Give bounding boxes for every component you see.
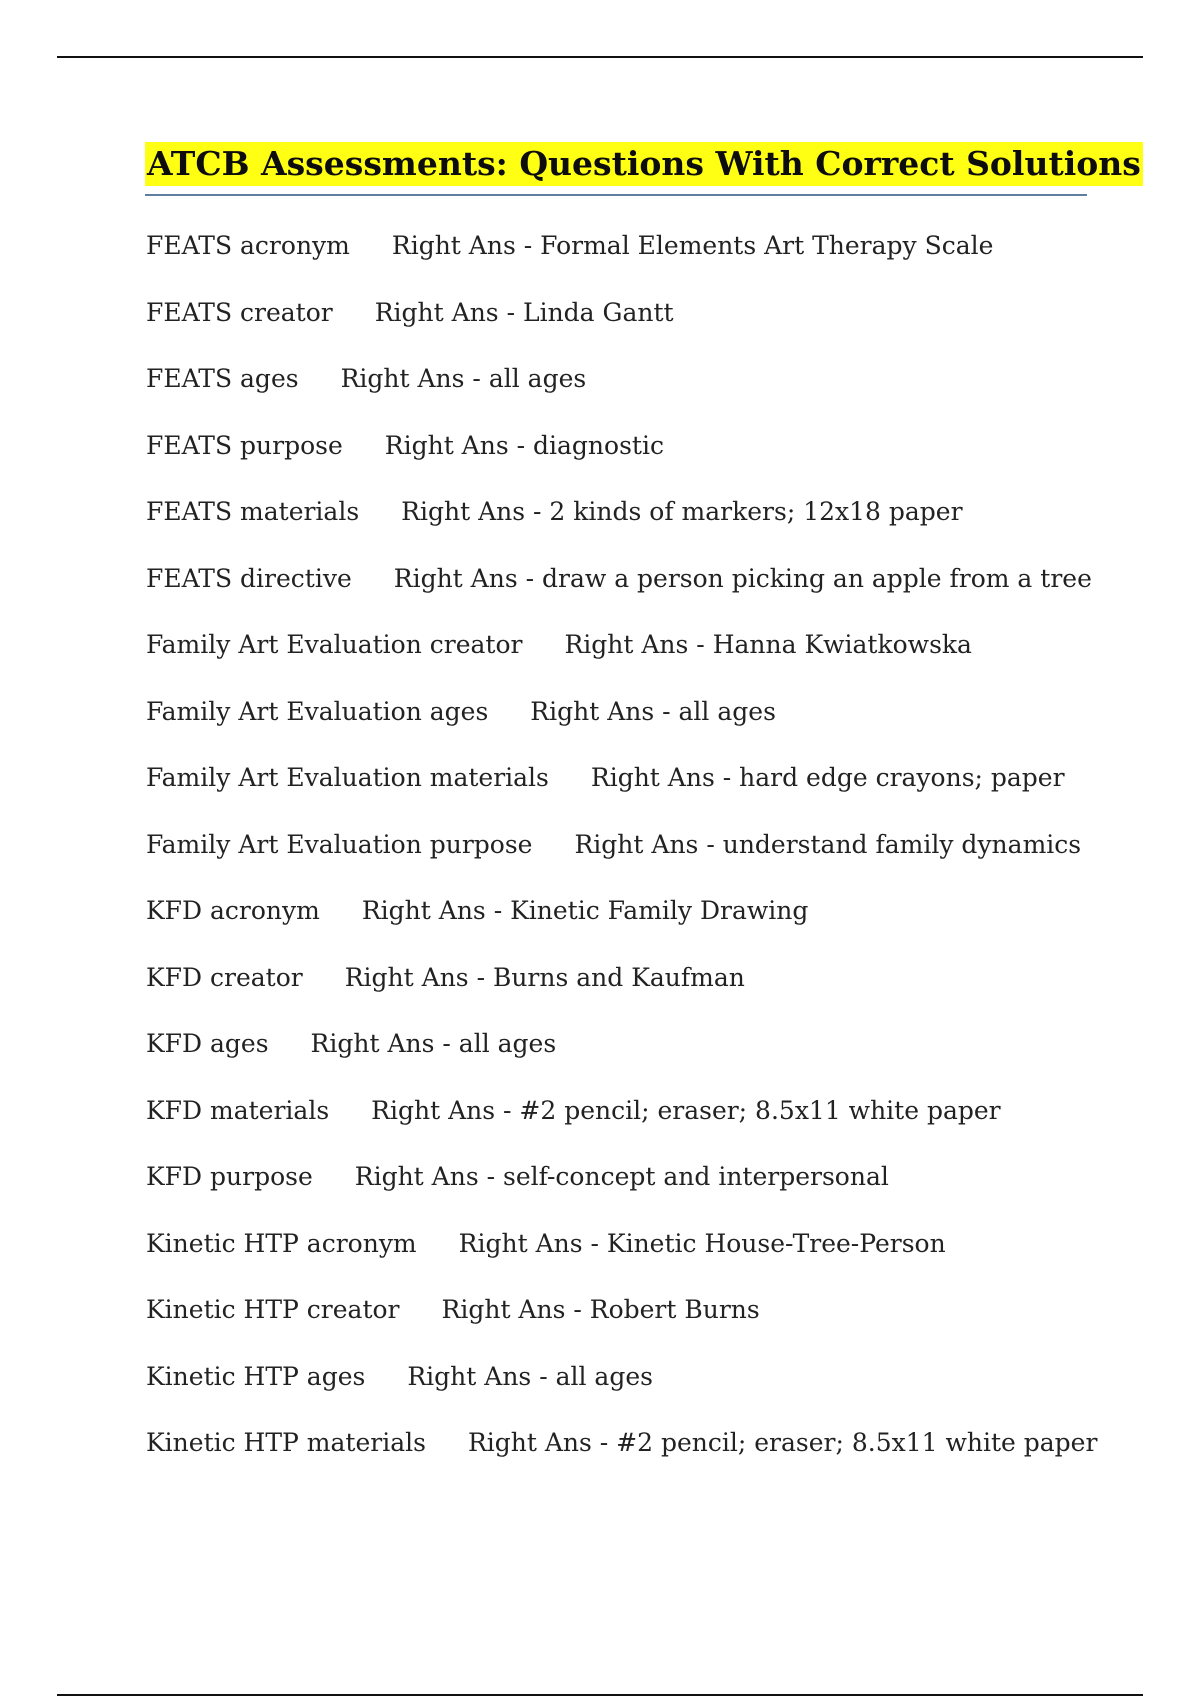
qa-row xyxy=(146,1024,1146,1091)
answer-text: Right Ans - all ages xyxy=(407,1361,653,1391)
answer-text: Right Ans - Burns and Kaufman xyxy=(344,962,745,992)
document-title: ATCB Assessments: Questions With Correct Solutions xyxy=(145,142,1143,186)
qa-row xyxy=(146,1091,1146,1158)
answer-text: Right Ans - Hanna Kwiatkowska xyxy=(564,630,972,659)
question-term: Kinetic HTP ages xyxy=(146,1361,366,1391)
question-term: KFD purpose xyxy=(146,1162,313,1191)
answer-text: Right Ans - #2 pencil; eraser; 8.5x11 white paper xyxy=(371,1095,1001,1125)
question-term: KFD creator xyxy=(146,962,303,992)
question-term: FEATS purpose xyxy=(146,430,343,460)
page-top-rule xyxy=(57,56,1143,58)
qa-row xyxy=(146,625,1146,692)
question-term: KFD acronym xyxy=(146,896,320,925)
answer-text: Right Ans - draw a person picking an apple from a tree xyxy=(393,563,1092,593)
question-term: Kinetic HTP creator xyxy=(146,1295,400,1324)
qa-row xyxy=(146,758,1146,825)
qa-list xyxy=(146,226,1146,1490)
answer-text: Right Ans - Kinetic House-Tree-Person xyxy=(458,1228,946,1258)
question-term: Kinetic HTP materials xyxy=(146,1428,426,1457)
qa-row xyxy=(146,293,1146,360)
qa-row xyxy=(146,559,1146,626)
qa-row xyxy=(146,1224,1146,1291)
answer-text: Right Ans - #2 pencil; eraser; 8.5x11 white paper xyxy=(467,1428,1098,1457)
answer-text: Right Ans - Robert Burns xyxy=(441,1295,760,1324)
answer-text: Right Ans - self-concept and interpersonal xyxy=(354,1162,889,1191)
question-term: FEATS acronym xyxy=(146,231,350,260)
answer-text: Right Ans - Linda Gantt xyxy=(374,297,674,327)
question-term: FEATS materials xyxy=(146,497,360,526)
answer-text: Right Ans - all ages xyxy=(530,696,776,726)
answer-text: Right Ans - all ages xyxy=(340,364,587,393)
question-term: FEATS creator xyxy=(146,297,333,327)
qa-row xyxy=(146,891,1146,958)
title-block xyxy=(145,142,1141,186)
question-term: FEATS ages xyxy=(146,364,299,393)
question-term: Family Art Evaluation ages xyxy=(146,696,489,726)
question-term: Kinetic HTP acronym xyxy=(146,1228,417,1258)
qa-row xyxy=(146,958,1146,1025)
answer-text: Right Ans - diagnostic xyxy=(384,430,664,460)
qa-row xyxy=(146,226,1146,293)
qa-row xyxy=(146,1357,1146,1424)
answer-text: Right Ans - 2 kinds of markers; 12x18 paper xyxy=(401,497,963,526)
qa-row xyxy=(146,1157,1146,1224)
qa-row xyxy=(146,1290,1146,1357)
title-underline xyxy=(145,194,1087,196)
answer-text: Right Ans - Kinetic Family Drawing xyxy=(361,896,809,925)
question-term: KFD materials xyxy=(146,1095,330,1125)
question-term: Family Art Evaluation purpose xyxy=(146,829,533,859)
page-bottom-rule xyxy=(57,1694,1143,1696)
answer-text: Right Ans - all ages xyxy=(310,1029,557,1058)
answer-text: Right Ans - hard edge crayons; paper xyxy=(590,763,1065,792)
question-term: Family Art Evaluation materials xyxy=(146,763,549,792)
qa-row xyxy=(146,692,1146,759)
question-term: FEATS directive xyxy=(146,563,352,593)
qa-row xyxy=(146,1423,1146,1490)
question-term: KFD ages xyxy=(146,1029,269,1058)
answer-text: Right Ans - Formal Elements Art Therapy Scale xyxy=(391,231,994,260)
qa-row xyxy=(146,492,1146,559)
qa-row xyxy=(146,359,1146,426)
answer-text: Right Ans - understand family dynamics xyxy=(574,829,1082,859)
qa-row xyxy=(146,426,1146,493)
qa-row xyxy=(146,825,1146,892)
question-term: Family Art Evaluation creator xyxy=(146,630,523,659)
